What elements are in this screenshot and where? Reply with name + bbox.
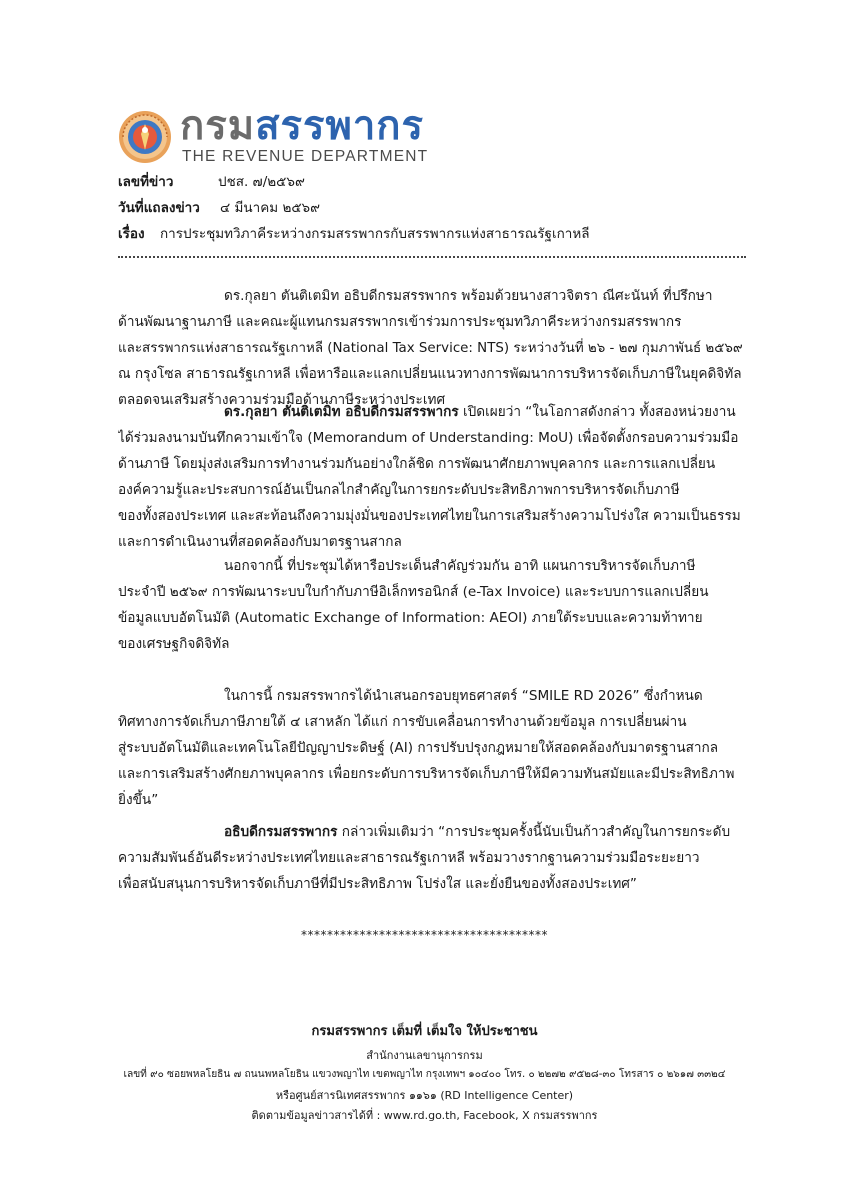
news-number-value: ปชส. ๗/๒๕๖๙ (218, 174, 305, 190)
speaker-title: อธิบดีกรมสรรพากร (224, 824, 338, 840)
logo-english-text: THE REVENUE DEPARTMENT (182, 148, 429, 165)
dotted-divider (118, 256, 746, 258)
paragraph-line: ด้านภาษี โดยมุ่งส่งเสริมการทำงานร่วมกันอย่างใกล้ชิด การพัฒนาศักยภาพบุคลากร และการแลกเปลี่ยน (118, 455, 716, 472)
footer-info-center: หรือศูนย์สารนิเทศสรรพากร ๑๑๖๑ (RD Intelligence Center) (275, 1089, 574, 1102)
paragraph-line: ความสัมพันธ์อันดีระหว่างประเทศไทยและสาธารณรัฐเกาหลี พร้อมวางรากฐานความร่วมมือระยะยาว (118, 849, 700, 866)
subject-row (118, 224, 590, 244)
speaker-name: ดร.กุลยา ตันติเตมิท อธิบดีกรมสรรพากร (224, 404, 459, 420)
paragraph-line: องค์ความรู้และประสบการณ์อันเป็นกลไกสำคัญในการยกระดับประสิทธิภาพการบริหารจัดเก็บภาษี (118, 481, 680, 498)
paragraph-line: ทิศทางการจัดเก็บภาษีภายใต้ ๔ เสาหลัก ได้แก่ การขับเคลื่อนการทำงานด้วยข้อมูล การเปลี่ยนผ่าน (118, 713, 687, 730)
paragraph-line: ของทั้งสองประเทศ และสะท้อนถึงความมุ่งมั่นของประเทศไทยในการเสริมสร้างความโปร่งใส ความเป็นธรรม (118, 507, 741, 524)
paragraph-line: สู่ระบบอัตโนมัติและเทคโนโลยีปัญญาประดิษฐ์ (AI) การปรับปรุงกฎหมายให้สอดคล้องกับมาตรฐานสากล (118, 739, 719, 756)
footer-office: สำนักงานเลขานุการกรม (366, 1049, 483, 1062)
logo-thai-wordmark (180, 102, 424, 150)
release-date-row (118, 198, 320, 218)
paragraph-text: กล่าวเพิ่มเติมว่า “การประชุมครั้งนี้นับเป็นก้าวสำคัญในการยกระดับ (337, 824, 731, 840)
paragraph-line: ประจำปี ๒๕๖๙ การพัฒนาระบบใบกำกับภาษีอิเล็กทรอนิกส์ (e-Tax Invoice) และระบบการแลกเปลี่ยน (118, 583, 709, 600)
paragraph-line: ยิ่งขึ้น” (118, 791, 159, 808)
revenue-department-logo (118, 103, 438, 170)
paragraph-2 (118, 400, 748, 555)
paragraph-line: ได้ร่วมลงนามบันทึกความเข้าใจ (Memorandum of Understanding: MoU) เพื่อจัดตั้งกรอบความร่วมมือ (118, 429, 739, 446)
paragraph-5 (118, 820, 748, 898)
paragraph-line: ดร.กุลยา ตันติเตมิท อธิบดีกรมสรรพากร พร้อมด้วยนางสาวจิตรา ณีศะนันท์ ที่ปรึกษา (224, 288, 713, 304)
department-seal-icon (118, 110, 172, 164)
logo-thai-gray: กรม (180, 103, 256, 149)
footer-follow: ติดตามข้อมูลข่าวสารได้ที่ : www.rd.go.th, Facebook, X กรมสรรพากร (251, 1109, 598, 1122)
paragraph-line: ข้อมูลแบบอัตโนมัติ (Automatic Exchange of Information: AEOI) ภายใต้ระบบและความท้าทาย (118, 609, 703, 626)
end-separator: ************************************** (301, 928, 548, 942)
paragraph-line: ตลอดจนเสริมสร้างความร่วมมือด้านภาษีระหว่างประเทศ (118, 391, 446, 408)
subject-value: การประชุมทวิภาคีระหว่างกรมสรรพากรกับสรรพากรแห่งสาธารณรัฐเกาหลี (160, 226, 590, 242)
paragraph-line (118, 820, 748, 846)
paragraph-line: และการเสริมสร้างศักยภาพบุคลากร เพื่อยกระดับการบริหารจัดเก็บภาษีให้มีความทันสมัยและมีประสิทธิภาพ (118, 765, 735, 782)
paragraph-line: เพื่อสนับสนุนการบริหารจัดเก็บภาษีที่มีประสิทธิภาพ โปร่งใส และยั่งยืนของทั้งสองประเทศ” (118, 875, 637, 892)
paragraph-line: ณ กรุงโซล สาธารณรัฐเกาหลี เพื่อหารือและแลกเปลี่ยนแนวทางการพัฒนาการบริหารจัดเก็บภาษีในยุคดิจิทัล (118, 365, 742, 382)
paragraph-line (118, 400, 748, 426)
paragraph-1 (118, 284, 748, 414)
paragraph-line: นอกจากนี้ ที่ประชุมได้หารือประเด็นสำคัญร่วมกัน อาทิ แผนการบริหารจัดเก็บภาษี (224, 558, 696, 574)
footer-slogan: กรมสรรพากร เต็มที่ เต็มใจ ให้ประชาชน (311, 1024, 538, 1039)
paragraph-line: ด้านพัฒนาฐานภาษี และคณะผู้แทนกรมสรรพากรเข้าร่วมการประชุมทวิภาคีระหว่างกรมสรรพากร (118, 313, 682, 330)
news-number-row (118, 172, 305, 192)
release-date-label: วันที่แถลงข่าว (118, 200, 200, 216)
paragraph-line: และสรรพากรแห่งสาธารณรัฐเกาหลี (National Tax Service: NTS) ระหว่างวันที่ ๒๖ - ๒๗ กุมภาพันธ์ ๒๕๖๙ (118, 340, 743, 356)
paragraph-line: ในการนี้ กรมสรรพากรได้นำเสนอกรอบยุทธศาสตร์ “SMILE RD 2026” ซึ่งกำหนด (224, 688, 703, 704)
footer-address: เลขที่ ๙๐ ซอยพหลโยธิน ๗ ถนนพหลโยธิน แขวงพญาไท เขตพญาไท กรุงเทพฯ ๑๐๔๐๐ โทร. ๐ ๒๒๗๒ ๙๕๒๘-๓๐ โทรสาร ๐ ๒๖๑๗ ๓๓๒๔ (123, 1069, 726, 1080)
paragraph-line: และการดำเนินงานที่สอดคล้องกับมาตรฐานสากล (118, 533, 402, 550)
paragraph-text: เปิดเผยว่า “ในโอกาสดังกล่าว ทั้งสองหน่วยงาน (458, 404, 736, 420)
paragraph-3 (118, 554, 748, 658)
release-date-value: ๔ มีนาคม ๒๕๖๙ (220, 200, 321, 216)
logo-thai-blue: สรรพากร (255, 103, 424, 149)
paragraph-4 (118, 684, 748, 814)
paragraph-line: ของเศรษฐกิจดิจิทัล (118, 635, 230, 652)
subject-label: เรื่อง (118, 226, 145, 242)
news-number-label: เลขที่ข่าว (118, 174, 174, 190)
